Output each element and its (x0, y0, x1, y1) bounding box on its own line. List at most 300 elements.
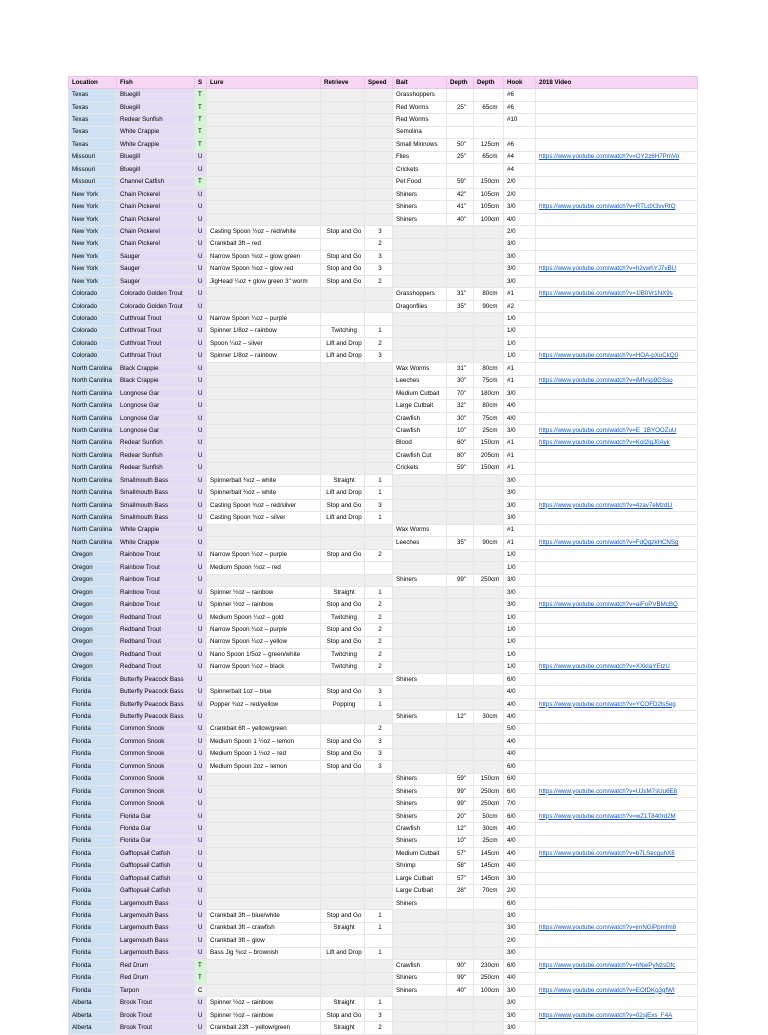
hook-cell[interactable]: 2/0 (504, 935, 536, 947)
status-cell[interactable]: U (195, 201, 207, 213)
lure-cell[interactable] (207, 400, 321, 412)
hook-cell[interactable]: 2/0 (504, 226, 536, 238)
speed-cell[interactable]: 2 (365, 549, 393, 561)
speed-cell[interactable] (365, 972, 393, 984)
hook-cell[interactable]: #4 (504, 164, 536, 176)
fish-cell[interactable]: Gafftopsail Catfish (117, 885, 195, 897)
location-cell[interactable]: North Carolina (69, 387, 117, 399)
fish-cell[interactable]: Tarpon (117, 984, 195, 996)
depth-in-cell[interactable]: 41" (447, 201, 474, 213)
hook-cell[interactable]: 3/0 (504, 238, 536, 250)
fish-cell[interactable]: Bluegill (117, 151, 195, 163)
retrieve-cell[interactable] (321, 562, 365, 574)
hook-cell[interactable]: 3/0 (504, 387, 536, 399)
hook-cell[interactable]: 3/0 (504, 512, 536, 524)
location-cell[interactable]: Florida (69, 848, 117, 860)
lure-cell[interactable] (207, 188, 321, 200)
bait-cell[interactable] (393, 263, 447, 275)
depth-cm-cell[interactable]: 80cm (474, 288, 504, 300)
depth-in-cell[interactable]: 40" (447, 213, 474, 225)
location-cell[interactable]: Oregon (69, 624, 117, 636)
speed-cell[interactable] (365, 873, 393, 885)
hook-cell[interactable]: 2/0 (504, 885, 536, 897)
hook-cell[interactable]: #1 (504, 437, 536, 449)
depth-in-cell[interactable] (447, 251, 474, 263)
fish-cell[interactable]: Redband Trout (117, 636, 195, 648)
fish-cell[interactable]: Smallmouth Bass (117, 487, 195, 499)
depth-cm-cell[interactable]: 100cm (474, 984, 504, 996)
bait-cell[interactable]: Pet Food (393, 176, 447, 188)
status-cell[interactable]: U (195, 313, 207, 325)
status-cell[interactable]: U (195, 1009, 207, 1021)
video-url-link[interactable]: https://www.youtube.com/watch?v=E_1BYOOZuU (539, 426, 677, 434)
status-cell[interactable]: U (195, 810, 207, 822)
bait-cell[interactable] (393, 698, 447, 710)
hook-cell[interactable]: #1 (504, 462, 536, 474)
lure-cell[interactable] (207, 711, 321, 723)
fish-cell[interactable]: White Crappie (117, 139, 195, 151)
fish-cell[interactable]: Colorado Golden Trout (117, 300, 195, 312)
location-cell[interactable]: Florida (69, 910, 117, 922)
bait-cell[interactable]: Shiners (393, 711, 447, 723)
video-link[interactable] (536, 947, 698, 959)
location-cell[interactable]: Oregon (69, 611, 117, 623)
status-cell[interactable]: U (195, 524, 207, 536)
video-link[interactable] (536, 176, 698, 188)
speed-cell[interactable]: 2 (365, 599, 393, 611)
depth-in-cell[interactable] (447, 636, 474, 648)
video-url-link[interactable]: https://www.youtube.com/watch?v=b7LSecguhX8 (539, 849, 675, 857)
depth-in-cell[interactable] (447, 624, 474, 636)
lure-cell[interactable] (207, 89, 321, 101)
hook-cell[interactable]: 2/0 (504, 188, 536, 200)
hook-cell[interactable]: 6/0 (504, 960, 536, 972)
depth-in-cell[interactable] (447, 487, 474, 499)
lure-cell[interactable]: Crankbait 6ft – yellow/green (207, 723, 321, 735)
bait-cell[interactable]: Shiners (393, 201, 447, 213)
depth-in-cell[interactable] (447, 649, 474, 661)
depth-cm-cell[interactable]: 25cm (474, 835, 504, 847)
retrieve-cell[interactable] (321, 89, 365, 101)
depth-cm-cell[interactable]: 105cm (474, 188, 504, 200)
hook-cell[interactable]: #10 (504, 114, 536, 126)
depth-cm-cell[interactable]: 75cm (474, 375, 504, 387)
fish-cell[interactable]: White Crappie (117, 126, 195, 138)
bait-cell[interactable]: Crawfish Cut (393, 450, 447, 462)
location-cell[interactable]: Florida (69, 960, 117, 972)
lure-cell[interactable]: Narrow Spoon ¾oz – glow green (207, 251, 321, 263)
bait-cell[interactable] (393, 636, 447, 648)
video-link[interactable] (536, 499, 698, 511)
retrieve-cell[interactable]: Stop and Go (321, 226, 365, 238)
depth-cm-cell[interactable]: 80cm (474, 400, 504, 412)
location-cell[interactable]: Alberta (69, 1009, 117, 1021)
location-cell[interactable]: North Carolina (69, 412, 117, 424)
lure-cell[interactable] (207, 674, 321, 686)
bait-cell[interactable] (393, 661, 447, 673)
speed-cell[interactable] (365, 537, 393, 549)
fish-cell[interactable]: Red Drum (117, 960, 195, 972)
depth-cm-cell[interactable] (474, 748, 504, 760)
speed-cell[interactable] (365, 288, 393, 300)
retrieve-cell[interactable] (321, 139, 365, 151)
retrieve-cell[interactable]: Straight (321, 475, 365, 487)
lure-cell[interactable] (207, 437, 321, 449)
location-cell[interactable]: New York (69, 226, 117, 238)
speed-cell[interactable]: 1 (365, 487, 393, 499)
speed-cell[interactable]: 2 (365, 611, 393, 623)
depth-in-cell[interactable]: 30" (447, 375, 474, 387)
bait-cell[interactable]: Small Minnows (393, 139, 447, 151)
status-cell[interactable]: U (195, 599, 207, 611)
fish-cell[interactable]: Brook Trout (117, 1022, 195, 1034)
location-cell[interactable]: North Carolina (69, 524, 117, 536)
retrieve-cell[interactable] (321, 885, 365, 897)
bait-cell[interactable]: Medium Cutbait (393, 387, 447, 399)
bait-cell[interactable]: Large Cutbait (393, 400, 447, 412)
depth-cm-cell[interactable] (474, 549, 504, 561)
location-cell[interactable]: Oregon (69, 649, 117, 661)
video-link[interactable] (536, 599, 698, 611)
location-cell[interactable]: New York (69, 251, 117, 263)
video-link[interactable] (536, 524, 698, 536)
depth-in-cell[interactable]: 31" (447, 288, 474, 300)
location-cell[interactable]: Florida (69, 736, 117, 748)
retrieve-cell[interactable] (321, 101, 365, 113)
speed-cell[interactable] (365, 984, 393, 996)
lure-cell[interactable]: JigHead ¼oz + glow green 3" worm (207, 276, 321, 288)
status-cell[interactable]: U (195, 574, 207, 586)
video-link[interactable] (536, 562, 698, 574)
depth-in-cell[interactable] (447, 736, 474, 748)
bait-cell[interactable] (393, 748, 447, 760)
status-cell[interactable]: U (195, 686, 207, 698)
bait-cell[interactable] (393, 611, 447, 623)
video-link[interactable] (536, 462, 698, 474)
bait-cell[interactable]: Blood (393, 437, 447, 449)
depth-in-cell[interactable] (447, 748, 474, 760)
status-cell[interactable]: U (195, 363, 207, 375)
status-cell[interactable]: U (195, 611, 207, 623)
speed-cell[interactable] (365, 300, 393, 312)
depth-in-cell[interactable] (447, 499, 474, 511)
status-cell[interactable]: U (195, 338, 207, 350)
speed-cell[interactable] (365, 810, 393, 822)
depth-in-cell[interactable] (447, 910, 474, 922)
status-cell[interactable]: U (195, 885, 207, 897)
depth-cm-cell[interactable]: 230cm (474, 960, 504, 972)
lure-cell[interactable] (207, 860, 321, 872)
depth-in-cell[interactable]: 40" (447, 984, 474, 996)
location-cell[interactable]: Florida (69, 711, 117, 723)
video-url-link[interactable]: https://www.youtube.com/watch?v=UJsM7sUu6E8 (539, 787, 678, 795)
retrieve-cell[interactable]: Straight (321, 586, 365, 598)
hook-cell[interactable]: 1/0 (504, 549, 536, 561)
speed-cell[interactable]: 2 (365, 276, 393, 288)
hook-cell[interactable]: 6/0 (504, 897, 536, 909)
hook-cell[interactable]: 4/0 (504, 213, 536, 225)
video-link[interactable] (536, 960, 698, 972)
depth-in-cell[interactable]: 58" (447, 860, 474, 872)
lure-cell[interactable]: Nano Spoon 1/5oz – green/white (207, 649, 321, 661)
retrieve-cell[interactable] (321, 375, 365, 387)
lure-cell[interactable] (207, 810, 321, 822)
lure-cell[interactable] (207, 114, 321, 126)
depth-cm-cell[interactable]: 150cm (474, 437, 504, 449)
fish-cell[interactable]: Butterfly Peacock Bass (117, 711, 195, 723)
fish-cell[interactable]: Largemouth Bass (117, 935, 195, 947)
bait-cell[interactable] (393, 549, 447, 561)
status-cell[interactable]: U (195, 350, 207, 362)
depth-cm-cell[interactable] (474, 736, 504, 748)
speed-cell[interactable] (365, 462, 393, 474)
status-cell[interactable]: U (195, 188, 207, 200)
depth-cm-cell[interactable] (474, 897, 504, 909)
hook-cell[interactable]: 3/0 (504, 599, 536, 611)
speed-cell[interactable] (365, 387, 393, 399)
status-cell[interactable]: U (195, 450, 207, 462)
video-link[interactable] (536, 450, 698, 462)
lure-cell[interactable] (207, 823, 321, 835)
lure-cell[interactable] (207, 300, 321, 312)
status-cell[interactable]: U (195, 723, 207, 735)
bait-cell[interactable]: Flies (393, 151, 447, 163)
video-link[interactable] (536, 586, 698, 598)
speed-cell[interactable]: 1 (365, 325, 393, 337)
status-cell[interactable]: U (195, 624, 207, 636)
retrieve-cell[interactable]: Twitching (321, 661, 365, 673)
depth-cm-cell[interactable]: 65cm (474, 101, 504, 113)
status-cell[interactable]: U (195, 164, 207, 176)
hook-cell[interactable]: 3/0 (504, 1009, 536, 1021)
header-lure[interactable]: Lure (207, 77, 321, 89)
video-url-link[interactable]: https://www.youtube.com/watch?v=RTLdX3vvRtQ (539, 203, 676, 211)
fish-cell[interactable]: Rainbow Trout (117, 599, 195, 611)
hook-cell[interactable]: 3/0 (504, 947, 536, 959)
video-url-link[interactable]: https://www.youtube.com/watch?v=02sjExs_F4A (539, 1011, 673, 1019)
status-cell[interactable]: T (195, 139, 207, 151)
hook-cell[interactable]: 4/0 (504, 823, 536, 835)
lure-cell[interactable] (207, 984, 321, 996)
lure-cell[interactable]: Spinner 1/8oz – rainbow (207, 325, 321, 337)
location-cell[interactable]: Texas (69, 89, 117, 101)
fish-cell[interactable]: Florida Gar (117, 810, 195, 822)
lure-cell[interactable]: Spinner ½oz – rainbow (207, 1009, 321, 1021)
fish-cell[interactable]: Rainbow Trout (117, 562, 195, 574)
depth-cm-cell[interactable] (474, 761, 504, 773)
location-cell[interactable]: Florida (69, 947, 117, 959)
speed-cell[interactable]: 3 (365, 748, 393, 760)
speed-cell[interactable] (365, 674, 393, 686)
location-cell[interactable]: Colorado (69, 300, 117, 312)
depth-in-cell[interactable] (447, 897, 474, 909)
retrieve-cell[interactable]: Stop and Go (321, 910, 365, 922)
depth-cm-cell[interactable]: 150cm (474, 462, 504, 474)
retrieve-cell[interactable] (321, 238, 365, 250)
retrieve-cell[interactable]: Straight (321, 1022, 365, 1034)
depth-cm-cell[interactable] (474, 599, 504, 611)
speed-cell[interactable] (365, 835, 393, 847)
location-cell[interactable]: Florida (69, 698, 117, 710)
retrieve-cell[interactable] (321, 288, 365, 300)
speed-cell[interactable] (365, 773, 393, 785)
status-cell[interactable]: U (195, 848, 207, 860)
location-cell[interactable]: North Carolina (69, 400, 117, 412)
location-cell[interactable]: Colorado (69, 338, 117, 350)
hook-cell[interactable]: 4/0 (504, 860, 536, 872)
header-depth-cm[interactable]: Depth (474, 77, 504, 89)
depth-cm-cell[interactable]: 50cm (474, 810, 504, 822)
fish-cell[interactable]: Redear Sunfish (117, 450, 195, 462)
status-cell[interactable]: U (195, 499, 207, 511)
depth-in-cell[interactable] (447, 935, 474, 947)
hook-cell[interactable]: #1 (504, 524, 536, 536)
status-cell[interactable]: U (195, 288, 207, 300)
depth-cm-cell[interactable] (474, 276, 504, 288)
fish-cell[interactable]: Butterfly Peacock Bass (117, 686, 195, 698)
fish-cell[interactable]: Common Snook (117, 785, 195, 797)
bait-cell[interactable] (393, 487, 447, 499)
bait-cell[interactable]: Crawfish (393, 823, 447, 835)
status-cell[interactable]: U (195, 636, 207, 648)
fish-cell[interactable]: Cutthroat Trout (117, 338, 195, 350)
retrieve-cell[interactable] (321, 823, 365, 835)
lure-cell[interactable]: Medium Spoon 1 ½oz – lemon (207, 736, 321, 748)
depth-cm-cell[interactable] (474, 723, 504, 735)
hook-cell[interactable]: 1/0 (504, 661, 536, 673)
fish-cell[interactable]: Rainbow Trout (117, 549, 195, 561)
hook-cell[interactable]: #1 (504, 288, 536, 300)
depth-cm-cell[interactable] (474, 226, 504, 238)
video-link[interactable] (536, 897, 698, 909)
bait-cell[interactable]: Semolina (393, 126, 447, 138)
depth-cm-cell[interactable]: 30cm (474, 711, 504, 723)
depth-in-cell[interactable]: 20" (447, 810, 474, 822)
location-cell[interactable]: Oregon (69, 574, 117, 586)
fish-cell[interactable]: Redband Trout (117, 611, 195, 623)
location-cell[interactable]: Texas (69, 139, 117, 151)
bait-cell[interactable] (393, 997, 447, 1009)
status-cell[interactable]: U (195, 437, 207, 449)
lure-cell[interactable] (207, 387, 321, 399)
depth-in-cell[interactable]: 60" (447, 437, 474, 449)
speed-cell[interactable]: 1 (365, 997, 393, 1009)
location-cell[interactable]: Oregon (69, 636, 117, 648)
location-cell[interactable]: Texas (69, 114, 117, 126)
depth-in-cell[interactable]: 32" (447, 400, 474, 412)
depth-in-cell[interactable]: 50" (447, 139, 474, 151)
depth-cm-cell[interactable]: 145cm (474, 873, 504, 885)
depth-in-cell[interactable]: 31" (447, 363, 474, 375)
hook-cell[interactable]: 3/0 (504, 263, 536, 275)
lure-cell[interactable] (207, 151, 321, 163)
retrieve-cell[interactable] (321, 574, 365, 586)
status-cell[interactable]: U (195, 549, 207, 561)
video-url-link[interactable]: https://www.youtube.com/watch?v=1lB0Vr1NX9s (539, 290, 673, 298)
lure-cell[interactable] (207, 126, 321, 138)
bait-cell[interactable]: Shiners (393, 213, 447, 225)
bait-cell[interactable] (393, 238, 447, 250)
fish-cell[interactable]: Bluegill (117, 164, 195, 176)
retrieve-cell[interactable] (321, 176, 365, 188)
depth-cm-cell[interactable] (474, 238, 504, 250)
fish-cell[interactable]: Chain Pickerel (117, 226, 195, 238)
lure-cell[interactable]: Crankbait 3ft – blue/white (207, 910, 321, 922)
hook-cell[interactable]: #6 (504, 139, 536, 151)
lure-cell[interactable] (207, 201, 321, 213)
fish-cell[interactable]: Gafftopsail Catfish (117, 873, 195, 885)
bait-cell[interactable]: Wax Worms (393, 524, 447, 536)
retrieve-cell[interactable] (321, 711, 365, 723)
fish-cell[interactable]: Chain Pickerel (117, 238, 195, 250)
hook-cell[interactable]: 2/0 (504, 176, 536, 188)
location-cell[interactable]: Florida (69, 873, 117, 885)
depth-cm-cell[interactable]: 150cm (474, 176, 504, 188)
video-link[interactable] (536, 798, 698, 810)
video-link[interactable] (536, 736, 698, 748)
depth-in-cell[interactable] (447, 947, 474, 959)
status-cell[interactable]: U (195, 512, 207, 524)
retrieve-cell[interactable]: Stop and Go (321, 549, 365, 561)
video-link[interactable] (536, 686, 698, 698)
lure-cell[interactable] (207, 524, 321, 536)
lure-cell[interactable]: Narrow Spoon ¼oz – purple (207, 549, 321, 561)
depth-in-cell[interactable]: 59" (447, 176, 474, 188)
speed-cell[interactable] (365, 848, 393, 860)
retrieve-cell[interactable] (321, 164, 365, 176)
video-link[interactable] (536, 387, 698, 399)
video-link[interactable] (536, 748, 698, 760)
location-cell[interactable]: Florida (69, 984, 117, 996)
lure-cell[interactable]: Bass Jig ¾oz – brownish (207, 947, 321, 959)
lure-cell[interactable] (207, 164, 321, 176)
depth-in-cell[interactable] (447, 922, 474, 934)
bait-cell[interactable]: Medium Cutbait (393, 848, 447, 860)
depth-cm-cell[interactable]: 205cm (474, 450, 504, 462)
speed-cell[interactable]: 3 (365, 263, 393, 275)
fish-cell[interactable]: Florida Gar (117, 835, 195, 847)
fish-cell[interactable]: Colorado Golden Trout (117, 288, 195, 300)
retrieve-cell[interactable] (321, 848, 365, 860)
depth-cm-cell[interactable] (474, 674, 504, 686)
hook-cell[interactable]: 4/0 (504, 711, 536, 723)
hook-cell[interactable]: 5/0 (504, 723, 536, 735)
video-link[interactable] (536, 785, 698, 797)
hook-cell[interactable]: 4/0 (504, 848, 536, 860)
lure-cell[interactable]: Casting Spoon ½oz – red/white (207, 226, 321, 238)
video-url-link[interactable]: https://www.youtube.com/watch?v=OY2z6H7PmVo (539, 153, 680, 161)
depth-cm-cell[interactable] (474, 524, 504, 536)
speed-cell[interactable]: 3 (365, 499, 393, 511)
location-cell[interactable]: North Carolina (69, 499, 117, 511)
retrieve-cell[interactable] (321, 300, 365, 312)
video-link[interactable] (536, 226, 698, 238)
location-cell[interactable]: Florida (69, 860, 117, 872)
depth-cm-cell[interactable] (474, 499, 504, 511)
hook-cell[interactable]: 4/0 (504, 972, 536, 984)
header-video[interactable]: 2018 Video (536, 77, 698, 89)
hook-cell[interactable]: 1/0 (504, 624, 536, 636)
speed-cell[interactable]: 2 (365, 661, 393, 673)
lure-cell[interactable]: Medium Spoon 2oz – lemon (207, 761, 321, 773)
status-cell[interactable]: U (195, 910, 207, 922)
hook-cell[interactable]: 1/0 (504, 325, 536, 337)
bait-cell[interactable]: Crawfish (393, 412, 447, 424)
location-cell[interactable]: Colorado (69, 288, 117, 300)
hook-cell[interactable]: 1/0 (504, 338, 536, 350)
lure-cell[interactable]: Spinnerbait 1oz – blue (207, 686, 321, 698)
depth-in-cell[interactable] (447, 313, 474, 325)
